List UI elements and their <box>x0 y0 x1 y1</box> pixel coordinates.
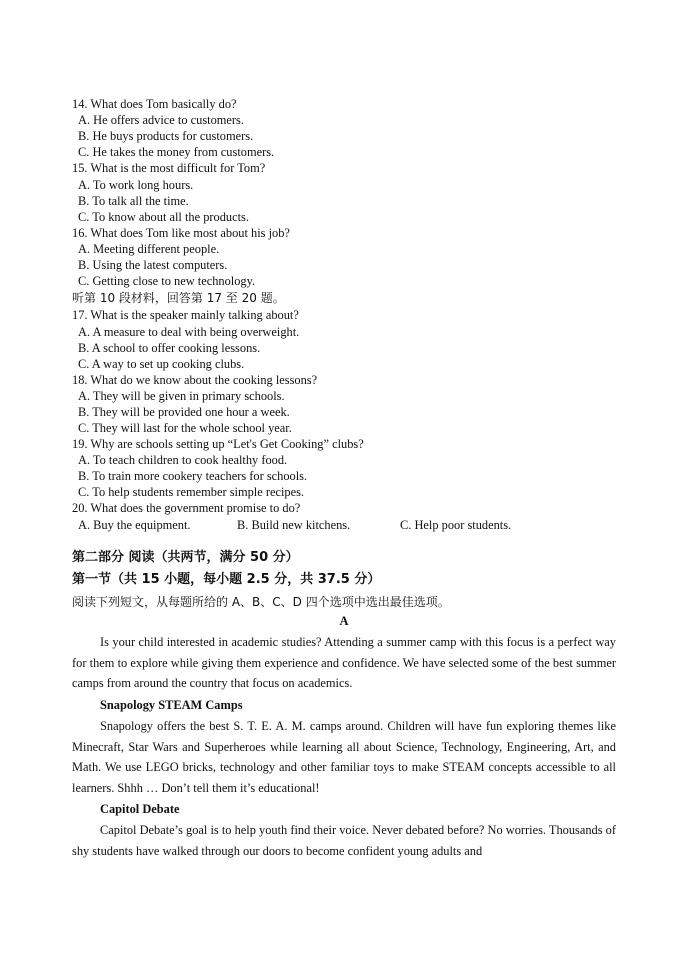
q14-option-c: C. He takes the money from customers. <box>78 145 275 159</box>
passage-intro: Is your child interested in academic studies? Attending a summer camp with this focus is a perfect way for them to explore while giving them experience and confidence. We have selected some of the best summer camps from around the country that focus on academics. <box>72 635 616 691</box>
q17-option-b: B. A school to offer cooking lessons. <box>78 341 261 355</box>
q18-option-c: C. They will last for the whole school year. <box>78 421 292 435</box>
q15-option-a: A. To work long hours. <box>78 178 194 192</box>
q19-option-c: C. To help students remember simple recipes. <box>78 485 305 499</box>
q18-option-b: B. They will be provided one hour a week. <box>78 405 290 419</box>
q14-option-b: B. He buys products for customers. <box>78 129 254 143</box>
q17-option-a: A. A measure to deal with being overweight. <box>78 325 300 339</box>
q20-options <box>72 517 616 533</box>
q20-option-b: B. Build new kitchens. <box>237 518 351 532</box>
q19-option-b: B. To train more cookery teachers for schools. <box>78 469 308 483</box>
q14-option-a: A. He offers advice to customers. <box>78 113 244 127</box>
q15-option-c: C. To know about all the products. <box>78 210 249 224</box>
camp2-title: Capitol Debate <box>100 802 180 816</box>
q18-option-a: A. They will be given in primary schools. <box>78 389 285 403</box>
passage-label: A <box>339 614 349 628</box>
part-two-title: 第二部分 阅读（共两节，满分 50 分） <box>72 550 299 565</box>
q17-stem: 17. What is the speaker mainly talking about? <box>72 308 299 322</box>
q14-stem: 14. What does Tom basically do? <box>72 97 237 111</box>
reading-instruction: 阅读下列短文，从每题所给的 A、B、C、D 四个选项中选出最佳选项。 <box>72 595 450 609</box>
q16-option-b: B. Using the latest computers. <box>78 258 228 272</box>
camp1-text: Snapology offers the best S. T. E. A. M. camps around. Children will have fun exploring themes like Minecraft, Star Wars and Superheroes while learning all about Science, Technology, Engineering, Art, and Math. We use LEGO bricks, technology and other familiar toys to make STEAM concepts accessible to all learners. Shhh … Don’t tell them it’s educational! <box>72 719 616 795</box>
q15-option-b: B. To talk all the time. <box>78 194 189 208</box>
section10-instruction: 听第 10 段材料，回答第 17 至 20 题。 <box>72 291 285 305</box>
q19-stem: 19. Why are schools setting up “Let's Get Cooking” clubs? <box>72 437 364 451</box>
q18-stem: 18. What do we know about the cooking lessons? <box>72 373 318 387</box>
q16-option-c: C. Getting close to new technology. <box>78 274 256 288</box>
q20-option-c: C. Help poor students. <box>400 518 512 532</box>
section-one-title: 第一节（共 15 小题，每小题 2.5 分，共 37.5 分） <box>72 572 381 587</box>
q17-option-c: C. A way to set up cooking clubs. <box>78 357 245 371</box>
q20-stem: 20. What does the government promise to do? <box>72 501 301 515</box>
q16-option-a: A. Meeting different people. <box>78 242 220 256</box>
q16-stem: 16. What does Tom like most about his job? <box>72 226 290 240</box>
q20-option-a: A. Buy the equipment. <box>78 518 191 532</box>
camp1-title: Snapology STEAM Camps <box>100 698 243 712</box>
camp2-text: Capitol Debate’s goal is to help youth find their voice. Never debated before? No worries. Thousands of shy students have walked through our doors to become confident young adults and <box>72 823 616 858</box>
q15-stem: 15. What is the most difficult for Tom? <box>72 161 266 175</box>
q19-option-a: A. To teach children to cook healthy food. <box>78 453 288 467</box>
